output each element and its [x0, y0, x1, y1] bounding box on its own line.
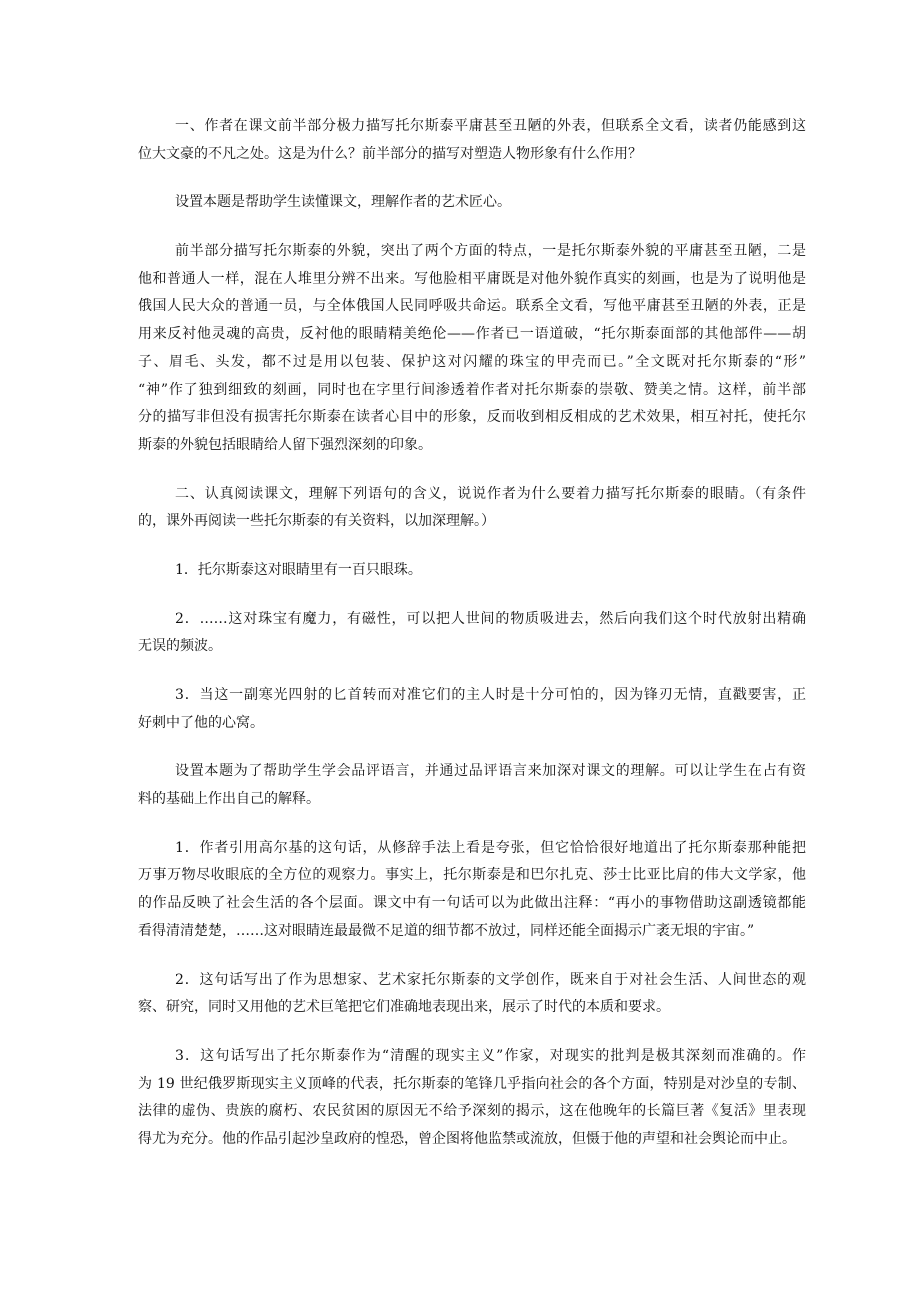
text-line: 前半部分描写托尔斯泰的外貌，突出了两个方面的特点，一是托尔斯泰外貌的平庸甚至丑陋，二是 [175, 243, 806, 260]
paragraph-question-2 [138, 481, 806, 536]
text-line: 察、研究，同时又用他的艺术巨笔把它们准确地表现出来，展示了时代的本质和要求。 [138, 999, 670, 1016]
text-line: 2．……这对珠宝有魔力，有磁性，可以把人世间的物质吸进去，然后向我们这个时代放射出精确 [175, 610, 806, 627]
paragraph-question-1-answer [138, 238, 806, 460]
text-line: 设置本题为了帮助学生学会品评语言，并通过品评语言来加深对课文的理解。可以让学生在占有资 [175, 763, 806, 780]
text-line: 一、作者在课文前半部分极力描写托尔斯泰平庸甚至丑陋的外表，但联系全文看，读者仍能感到这 [175, 118, 806, 134]
text-line: 为 19 世纪俄罗斯现实主义顶峰的代表，托尔斯泰的笔锋几乎指向社会的各个方面，特别是对沙皇的专制、 [138, 1075, 806, 1092]
text-line: 料的基础上作出自己的解释。 [138, 791, 320, 808]
text-line: 的作品反映了社会生活的各个层面。课文中有一句话可以为此做出注释：“再小的事物借助这副透镜都能 [138, 895, 806, 912]
text-line: 俄国人民大众的普通一员，与全体俄国人民同呼吸共命运。联系全文看，写他平庸甚至丑陋的外表，正是 [138, 298, 806, 315]
paragraph-sentence-2 [138, 606, 806, 661]
paragraph-question-1-purpose [138, 189, 806, 217]
text-line: 1．作者引用高尔基的这句话，从修辞手法上看是夸张，但它恰恰很好地道出了托尔斯泰那种能把 [175, 839, 806, 856]
paragraph-sentence-3 [138, 682, 806, 737]
text-line: 的，课外再阅读一些托尔斯泰的有关资料，以加深理解。） [138, 513, 495, 530]
text-line: 设置本题是帮助学生读懂课文，理解作者的艺术匠心。 [175, 194, 511, 211]
text-line: 3．这句话写出了托尔斯泰作为“清醒的现实主义”作家，对现实的批判是极其深刻而准确的。作 [175, 1047, 806, 1064]
text-line: 子、眉毛、头发，都不过是用以包装、保护这对闪耀的珠宝的甲壳而已。”全文既对托尔斯泰的“形” [138, 353, 806, 370]
text-line: 斯泰的外貌包括眼睛给人留下强烈深刻的印象。 [138, 436, 432, 453]
paragraph-answer-2 [138, 967, 806, 1022]
text-line: 法律的虚伪、贵族的腐朽、农民贫困的原因无不给予深刻的揭示，这在他晚年的长篇巨著《复活》里表现 [138, 1103, 806, 1120]
paragraph-answer-3 [138, 1043, 806, 1154]
text-line: 万事万物尽收眼底的全方位的观察力。事实上，托尔斯泰是和巴尔扎克、莎士比亚比肩的伟大文学家，他 [138, 867, 806, 884]
paragraph-question-1 [138, 113, 806, 168]
paragraph-sentence-1 [138, 557, 806, 585]
text-line: 分的描写非但没有损害托尔斯泰在读者心目中的形象，反而收到相反相成的艺术效果，相互衬托，使托尔 [138, 409, 806, 426]
paragraph-question-2-purpose [138, 758, 806, 813]
text-line: 用来反衬他灵魂的高贵，反衬他的眼睛精美绝伦——作者已一语道破，“托尔斯泰面部的其他部件——胡 [138, 326, 806, 343]
text-line: 看得清清楚楚，……这对眼睛连最最微不足道的细节都不放过，同样还能全面揭示广袤无垠的宇宙。” [138, 922, 755, 939]
text-line: 位大文豪的不凡之处。这是为什么？前半部分的描写对塑造人物形象有什么作用？ [138, 145, 642, 162]
document-page [138, 113, 806, 1175]
text-line: 得尤为充分。他的作品引起沙皇政府的惶恐，曾企图将他监禁或流放，但慑于他的声望和社会舆论而中止。 [138, 1130, 796, 1147]
text-line: 二、认真阅读课文，理解下列语句的含义，说说作者为什么要着力描写托尔斯泰的眼睛。（有条件 [175, 485, 806, 502]
text-line: 好刺中了他的心窝。 [138, 714, 264, 731]
text-line: “神”作了独到细致的刻画，同时也在字里行间渗透着作者对托尔斯泰的崇敬、赞美之情。这样，前半部 [138, 381, 806, 398]
text-line: 3．当这一副寒光四射的匕首转而对准它们的主人时是十分可怕的，因为锋刃无情，直戳要害，正 [175, 687, 806, 703]
paragraph-answer-1 [138, 835, 806, 946]
text-line: 他和普通人一样，混在人堆里分辨不出来。写他脸相平庸既是对他外貌作真实的刻画，也是为了说明他是 [138, 270, 806, 287]
text-line: 无误的频波。 [138, 638, 222, 655]
text-line: 2．这句话写出了作为思想家、艺术家托尔斯泰的文学创作，既来自于对社会生活、人间世态的观 [175, 971, 806, 988]
text-line: 1．托尔斯泰这对眼睛里有一百只眼珠。 [175, 561, 422, 578]
